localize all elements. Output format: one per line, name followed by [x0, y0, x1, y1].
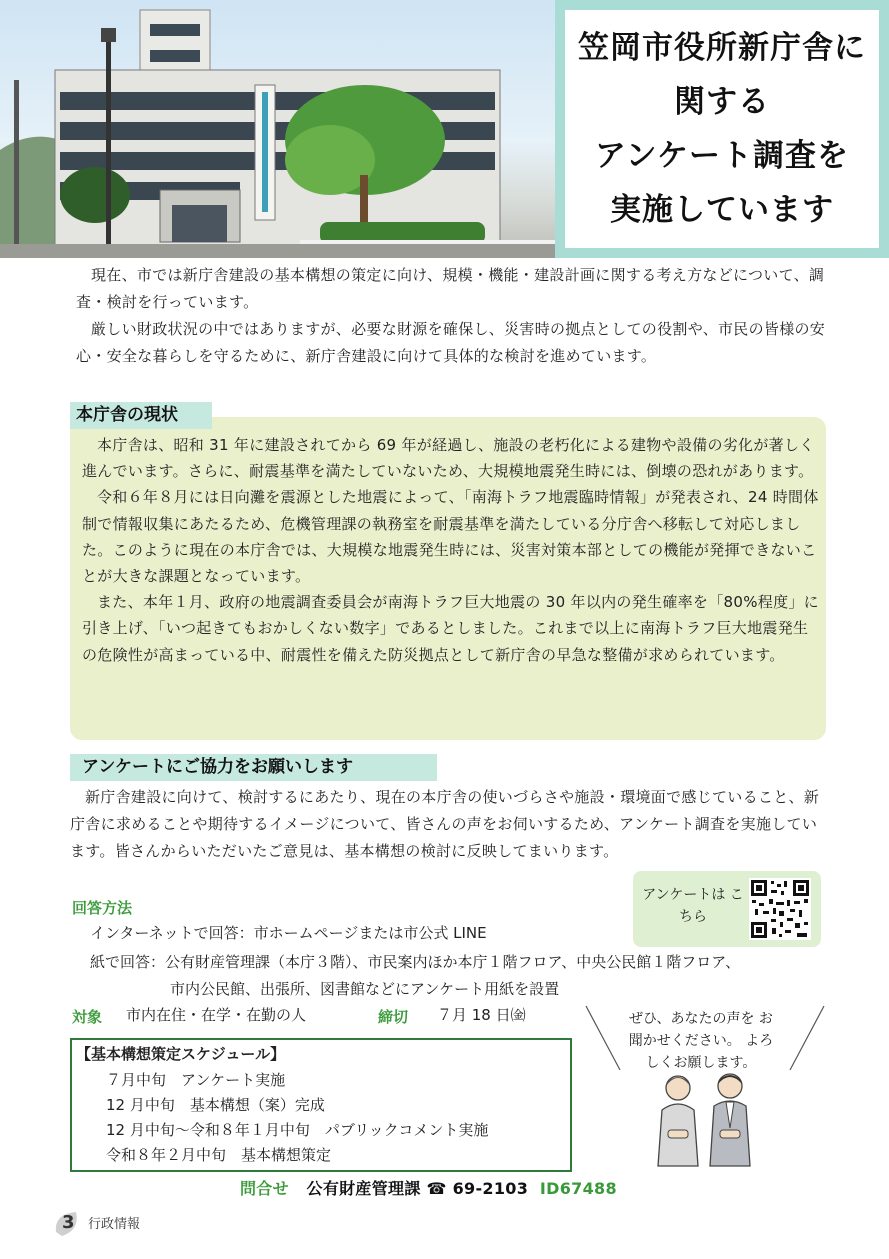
- answer-method-heading: 回答方法: [72, 899, 133, 917]
- qr-label: アンケートは こちら: [642, 887, 744, 925]
- title-line-2: 関する: [674, 84, 770, 120]
- title-line-3: アンケート調査を: [594, 138, 850, 174]
- answer-paper-line-1: 紙で回答：公有財産管理課（本庁３階）、市民案内ほか本庁１階フロア、中央公民館１階フロア、: [90, 953, 741, 971]
- survey-body: [70, 784, 830, 865]
- page-number: 3: [62, 1212, 75, 1233]
- schedule-row: ７月中旬 アンケート実施: [106, 1071, 286, 1089]
- speech-bubble-text: ぜひ、あなたの声を お聞かせください。 よろしくお願します。: [628, 1011, 774, 1071]
- city-hall-photo: [0, 0, 555, 258]
- survey-qr-code[interactable]: [749, 878, 811, 940]
- contact-id: ID67488: [539, 1179, 617, 1198]
- title-panel: [565, 10, 879, 248]
- schedule-title: 【基本構想策定スケジュール】: [76, 1045, 286, 1063]
- page-number-badge: [52, 1208, 82, 1238]
- target-label: 対象: [72, 1008, 103, 1026]
- survey-paragraph: 新庁舎建設に向けて、検討するにあたり、現在の本庁舎の使いづらさや施設・環境面で感じていること、新庁舎に求めることや期待するイメージについて、皆さんの声をお伺いするため、アンケート調査を実施しています。皆さんからいただいたご意見は、基本構想の検討に反映してまいります。: [70, 788, 820, 860]
- intro-text: [76, 262, 836, 370]
- schedule-row: 12 月中旬 基本構想（案）完成: [106, 1096, 325, 1114]
- status-paragraph-3: また、本年１月、政府の地震調査委員会が南海トラフ巨大地震の 30 年以内の発生確率を「80%程度」に引き上げ、「いつ起きてもおかしくない数字」であるとしました。これまで以上に南海トラフ巨大地震発生の危険性が高まっている中、耐震性を備えた防災拠点として新庁舎の早急な整備が求められています。: [82, 593, 819, 664]
- intro-paragraph-1: 現在、市では新庁舎建設の基本構想の策定に向け、規模・機能・建設計画に関する考え方などについて、調査・検討を行っています。: [76, 266, 825, 311]
- answer-internet: インターネットで回答：市ホームページまたは市公式 LINE: [90, 924, 487, 942]
- survey-heading: アンケートにご協力をお願いします: [70, 754, 437, 781]
- answer-paper-line-2: 市内公民館、出張所、図書館などにアンケート用紙を設置: [170, 980, 560, 998]
- target-value: 市内在住・在学・在勤の人: [126, 1006, 307, 1024]
- status-text: [82, 432, 822, 668]
- contact-line: [240, 1176, 617, 1199]
- footer-section: 行政情報: [88, 1217, 141, 1232]
- status-paragraph-1: 本庁舎は、昭和 31 年に建設されてから 69 年が経過し、施設の老朽化による建物や設備の劣化が著しく進んでいます。さらに、耐震基準を満たしていないため、大規模地震発生時には、倒壊の恐れがあります。: [82, 436, 815, 481]
- title-line-1: 笠岡市役所新庁舎に: [578, 30, 866, 66]
- status-paragraph-2: 令和６年８月には日向灘を震源とした地震によって、「南海トラフ地震臨時情報」が発表され、24 時間体制で情報収集にあたるため、危機管理課の執務室を耐震基準を満たしている分庁舎へ移転して対応しました。このように現在の本庁舎では、大規模な地震発生時には、災害対策本部としての機能が発揮できないことが大きな課題となっています。: [82, 488, 819, 586]
- schedule-row: 令和８年２月中旬 基本構想策定: [106, 1146, 332, 1164]
- title-line-4: 実施しています: [610, 192, 834, 228]
- contact-department: 公有財産管理課: [306, 1179, 421, 1198]
- status-heading: 本庁舎の現状: [70, 402, 212, 429]
- contact-phone[interactable]: ☎ 69-2103: [426, 1179, 529, 1198]
- deadline-label: 締切: [378, 1008, 409, 1026]
- staff-illustration: [650, 1068, 760, 1168]
- deadline-value: ７月 18 日㈮: [437, 1006, 526, 1024]
- contact-label: 問合せ: [240, 1179, 289, 1198]
- intro-paragraph-2: 厳しい財政状況の中ではありますが、必要な財源を確保し、災害時の拠点としての役割や、市民の皆様の安心・安全な暮らしを守るために、新庁舎建設に向けて具体的な検討を進めています。: [76, 320, 826, 365]
- title-frame: [555, 0, 889, 258]
- schedule-row: 12 月中旬～令和８年１月中旬 パブリックコメント実施: [106, 1121, 489, 1139]
